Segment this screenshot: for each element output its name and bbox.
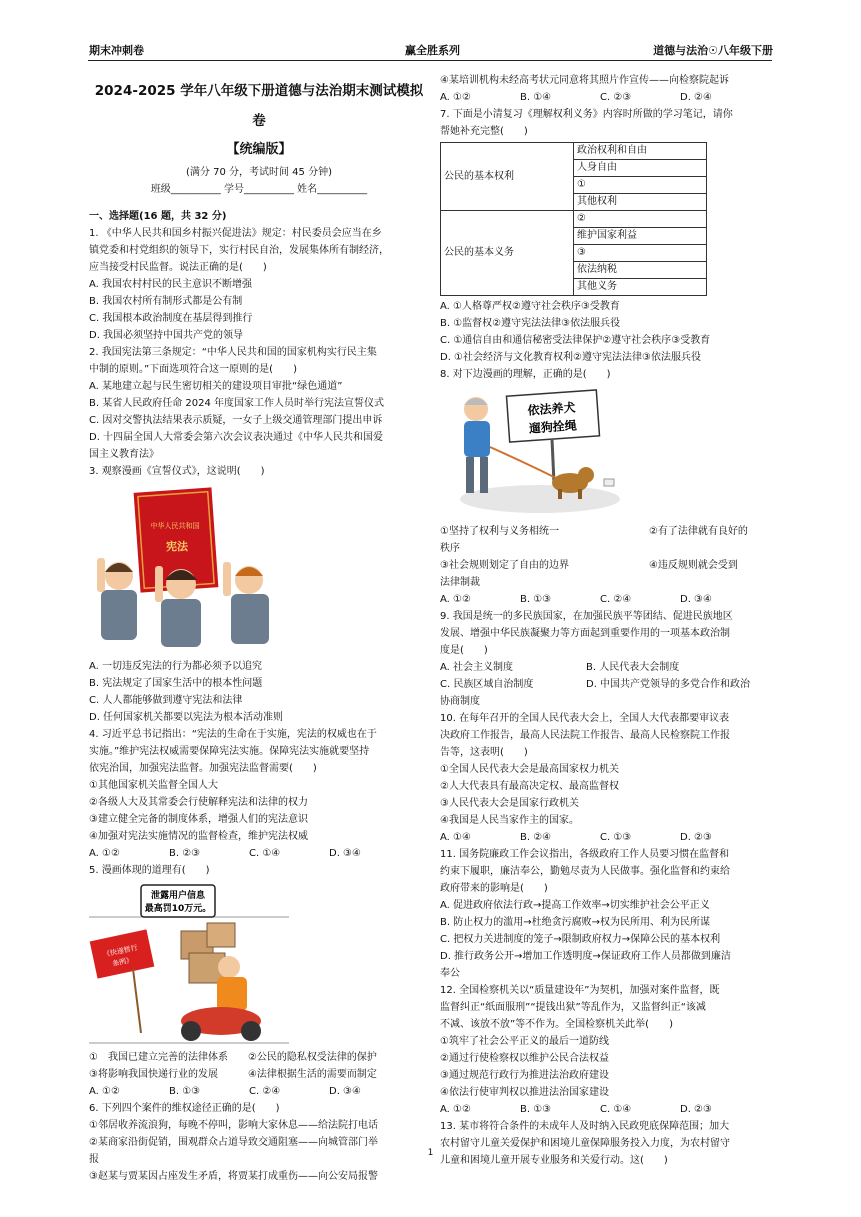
question-13: 13. 某市将符合条件的未成年人及时纳入民政兜底保障范围；加大 农村留守儿童关爱保护和困境儿童保障服务投入力度，为农村留守 儿童和困境儿童开展专业服务和关爱行动。这( ) <box>440 1121 730 1166</box>
section-heading: 一、选择题(16 题，共 32 分) <box>89 211 227 222</box>
rights-duties-table: 公民的基本权利 政治权利和自由 人身自由 ① 其他权利 公民的基本义务 ② 维护国家利益 ③ 依法纳税 其他义务 <box>440 142 707 296</box>
question-8: 8. 对下边漫画的理解，正确的是( ) 依法养犬 遛狗拴绳 ①坚持了权利与义务相统一 ②有了法律就有良好的 秩序 ③社会规则划定了自由的边界 ④违反规则就会受到 法律制裁 A. ①② B. ①③ C. ②④ D. ③④ <box>440 366 772 608</box>
sign-line-1: 《快递暂行 <box>102 943 139 959</box>
q5-options: A. ①② B. ①③ C. ②④ D. ③④ <box>89 1086 361 1097</box>
exam-title: 2024-2025 学年八年级下册道德与法治期末测试模拟 <box>94 83 424 99</box>
left-column <box>89 72 429 1185</box>
duties-label: 公民的基本义务 <box>441 211 574 296</box>
q8-options: A. ①② B. ①③ C. ②④ D. ③④ <box>440 594 712 605</box>
student-fields: 班级__________ 学号__________ 姓名__________ <box>150 184 368 195</box>
oath-cartoon <box>89 484 429 654</box>
dog-leash-cartoon <box>440 387 772 519</box>
question-2: 2. 我国宪法第三条规定：“中华人民共和国的国家机构实行民主集 中制的原则。”下面选项符合这一原则的是( ) A. 某地建立起与民生密切相关的建设项目审批“绿色通道” B. 某省人民政府任命 2024 年度国家工作人员时举行宪法宣誓仪式 C. 因对交警执法结果表示质疑，一女子上级交通管理部门提出申诉 D. 十四届全国人大常委会第六次会议表决通过《中华人民共和国爱 国主义教育法》 <box>89 347 385 460</box>
header-divider <box>88 60 772 61</box>
question-7: 7. 下面是小清复习《理解权利义务》内容时所做的学习笔记，请你 帮她补充完整( ) 公民的基本权利 政治权利和自由 人身自由 ① 其他权利 公民的基本义务 ② 维护国家利益 ③ 依法纳税 其他义务 A. ①人格尊严权②遵守社会秩序③受教育 B. ①监督权②遵守宪法法律③依法服兵役 C. ①通信自由和通信秘密受法律保护②遵守社会秩序③受教育 D. ①社会经济与文化教育权利②遵守宪法法律③依法服兵役 <box>440 109 733 363</box>
figure-middle <box>155 566 201 647</box>
question-6: 6. 下列四个案件的维权途径正确的是( ) ①邻居收养流浪狗，每晚不停叫，影响大家休息——给法院打电话 ②某商家沿街促销，围观群众占道导致交通阻塞——向城管部门举 报 ③赵某与贾某因占座发生矛盾，将贾某打成重伤——向公安局报警 <box>89 1103 378 1182</box>
header-center: 赢全胜系列 <box>405 44 460 57</box>
q4-options: A. ①② B. ②③ C. ①④ D. ③④ <box>89 848 361 859</box>
q10-options: A. ①④ B. ②④ C. ①③ D. ②③ <box>440 832 712 843</box>
rights-label: 公民的基本权利 <box>441 143 574 211</box>
book-title-text: 中华人民共和国 <box>150 522 200 530</box>
q9-options-row1: A. 社会主义制度 B. 人民代表大会制度 <box>440 662 680 673</box>
page-number: 1 <box>427 1148 434 1158</box>
exam-title-cont: 卷 <box>252 113 266 129</box>
question-1: 1. 《中华人民共和国乡村振兴促进法》规定：村民委员会应当在乡 镇党委和村党组织的领导下，实行村民自治，发展集体所有制经济， 应当接受村民监督。说法正确的是( ) A. 我国农村村民的民主意识不断增强 B. 我国农村所有制形式都是公有制 C. 我国根本政治制度在基层得到推行 D. 我国必须坚持中国共产党的领导 <box>89 228 389 341</box>
question-4: 4. 习近平总书记指出：“宪法的生命在于实施，宪法的权威也在于 实施。”维护宪法权威需要保障宪法实施。保障宪法实施就要坚持 依宪治国，加强宪法监督。加强宪法监督需要( ) ①其他国家机关监督全国人大 ②各级人大及其常委会行使解释宪法和法律的权力 ③建立健全完备的制度体系，增强人们的宪法意识 ④加强对宪法实施情况的监督检查，维护宪法权威 A. ①② B. ②③ C. ①④ D. ③④ <box>89 726 429 862</box>
q9-options-row2: C. 民族区域自治制度 D. 中国共产党领导的多党合作和政治 <box>440 679 751 690</box>
question-5: 5. 漫画体现的道理有( ) 泄露用户信息 最高罚10万元。 《快递暂行 条例》 ① 我国已建立完善的法律体系 ②公民的隐私权受法律的保护 ③将影响我国快递行业的发展 ④法律根据生活的需要而制定 A. ①② B. ①③ C. ②④ D. ③④ <box>89 862 429 1100</box>
courier-cartoon <box>89 883 429 1045</box>
edition-label: 【统编版】 <box>226 142 292 157</box>
book-word-text: 宪法 <box>166 540 188 553</box>
q12-options: A. ①② B. ①③ C. ①④ D. ②③ <box>440 1104 712 1115</box>
bubble-line-1: 泄露用户信息 <box>150 891 206 901</box>
dog-sign-line-1: 依法养犬 <box>527 400 576 418</box>
question-12: 12. 全国检察机关以“质量建设年”为契机，加强对案件监督，既 监督纠正“纸面服刑”“提钱出狱”等乱作为，又监督纠正“该减 不减、该放不放”等不作为。全国检察机关此举( ) ①筑牢了社会公平正义的最后一道防线 ②通过行使检察权以维护公民合法权益 ③通过规范行政行为推进法治政府建设 ④依法行使审判权以推进法治国家建设 A. ①② B. ①③ C. ①④ D. ②③ <box>440 982 772 1118</box>
figure-right <box>223 562 269 644</box>
right-column <box>440 72 772 1169</box>
header-right: 道德与法治☉八年级下册 <box>653 44 773 57</box>
sign-line-2: 条例》 <box>111 955 134 969</box>
question-3: 3. 观察漫画《宣誓仪式》，这说明( ) 中华人民共和国 宪法 A. 一切违反宪法的行为都必须予以追究 B. 宪法规定了国家生活中的根本性问题 C. 人人都能够做到遵守宪法和法律 D. 任何国家机关都要以宪法为根本活动准则 <box>89 463 429 726</box>
header-left: 期末冲刺卷 <box>89 44 144 57</box>
exam-info: (满分 70 分，考试时间 45 分钟) <box>186 167 332 178</box>
question-11: 11. 国务院廉政工作会议指出，各级政府工作人员要习惯在监督和 约束下履职，廉洁奉公，勤勉尽责为人民做事。强化监督和约束给 政府带来的影响是( ) A. 促进政府依法行政→提高工作效率→切实维护社会公平正义 B. 防止权力的滥用→杜绝贪污腐败→权为民所用、利为民所谋 C. 把权力关进制度的笼子→限制政府权力→保障公民的基本权利 D. 推行政务公开→增加工作透明度→保证政府工作人员都做到廉洁 奉公 <box>440 849 731 979</box>
question-10: 10. 在每年召开的全国人民代表大会上，全国人大代表都要审议表 决政府工作报告，最高人民法院工作报告、最高人民检察院工作报 告等，这表明( ) ①全国人民代表大会是最高国家权力机关 ②人大代表具有最高决定权、最高监督权 ③人民代表大会是国家行政机关 ④我国是人民当家作主的国家。 A. ①④ B. ②④ C. ①③ D. ②③ <box>440 710 772 846</box>
q6-options: A. ①② B. ①④ C. ②③ D. ②④ <box>440 92 712 103</box>
figure-left <box>97 558 137 640</box>
bubble-line-2: 最高罚10万元。 <box>144 904 212 914</box>
dog-sign-line-2: 遛狗拴绳 <box>528 418 578 436</box>
question-9: 9. 我国是统一的多民族国家，在加强民族平等团结、促进民族地区 发展、增强中华民族凝聚力等方面起到重要作用的一项基本政治制 度是( ) A. 社会主义制度 B. 人民代表大会制度 C. 民族区域自治制度 D. 中国共产党领导的多党合作和政治 协商制度 <box>440 608 772 710</box>
question-6-tail: ④某培训机构未经高考状元同意将其照片作宣传——向检察院起诉 A. ①② B. ①④ C. ②③ D. ②④ <box>440 72 772 106</box>
